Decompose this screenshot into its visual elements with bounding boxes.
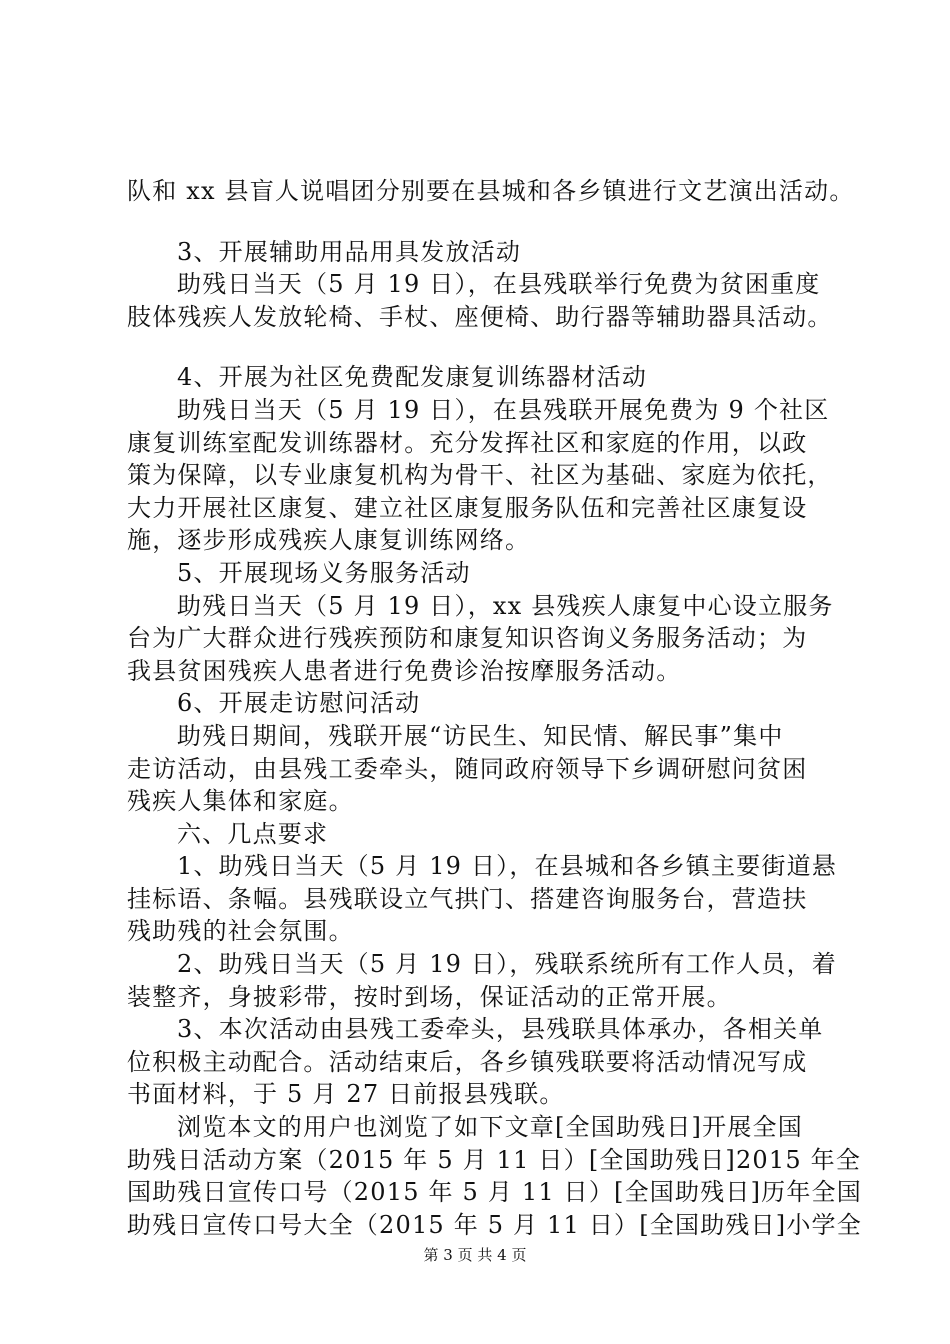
- body-line: 残助残的社会氛围。: [127, 917, 354, 946]
- body-line: 位积极主动配合。活动结束后，各乡镇残联要将活动情况写成: [127, 1047, 808, 1076]
- section-heading: 3、开展辅助用品用具发放活动: [177, 237, 522, 266]
- body-line: 台为广大群众进行残疾预防和康复知识咨询义务服务活动；为: [127, 624, 808, 653]
- body-line: 助残日当天（5 月 19 日），在县残联开展免费为 9 个社区: [177, 395, 830, 424]
- related-articles-line: 助残日活动方案（2015 年 5 月 11 日）[全国助残日]2015 年全: [127, 1145, 862, 1174]
- body-line: 挂标语、条幅。县残联设立气拱门、搭建咨询服务台，营造扶: [127, 884, 808, 913]
- section-heading: 4、开展为社区免费配发康复训练器材活动: [177, 363, 648, 392]
- paragraph-gap: [127, 333, 833, 361]
- page-number-footer: 第 3 页 共 4 页: [423, 1246, 527, 1264]
- related-articles-line: 助残日宣传口号大全（2015 年 5 月 11 日）[全国助残日]小学全: [127, 1210, 862, 1239]
- body-line: 1、助残日当天（5 月 19 日），在县城和各乡镇主要街道悬: [177, 852, 837, 881]
- body-line: 装整齐，身披彩带，按时到场，保证活动的正常开展。: [127, 982, 732, 1011]
- paragraph-gap: [127, 208, 833, 236]
- body-line: 助残日当天（5 月 19 日），在县残联举行免费为贫困重度: [177, 270, 821, 299]
- body-line: 肢体残疾人发放轮椅、手杖、座便椅、助行器等辅助器具活动。: [127, 302, 833, 331]
- section-heading: 六、几点要求: [177, 819, 329, 848]
- body-line: 3、本次活动由县残工委牵头，县残联具体承办，各相关单: [177, 1015, 824, 1044]
- document-body: [127, 175, 862, 1241]
- body-line: 大力开展社区康复、建立社区康复服务队伍和完善社区康复设: [127, 493, 808, 522]
- body-line: 走访活动，由县残工委牵头，随同政府领导下乡调研慰问贫困: [127, 754, 808, 783]
- related-articles-line: 国助残日宣传口号（2015 年 5 月 11 日）[全国助残日]历年全国: [127, 1178, 862, 1207]
- section-heading: 6、开展走访慰问活动: [177, 689, 421, 718]
- section-heading: 5、开展现场义务服务活动: [177, 558, 471, 587]
- body-line: 书面材料，于 5 月 27 日前报县残联。: [127, 1080, 565, 1109]
- body-line: 施，逐步形成残疾人康复训练网络。: [127, 526, 531, 555]
- related-articles-line: 浏览本文的用户也浏览了如下文章[全国助残日]开展全国: [177, 1113, 803, 1142]
- body-line: 我县贫困残疾人患者进行免费诊治按摩服务活动。: [127, 656, 682, 685]
- body-line: 残疾人集体和家庭。: [127, 787, 354, 816]
- body-line: 助残日当天（5 月 19 日），xx 县残疾人康复中心设立服务: [177, 591, 834, 620]
- body-line: 康复训练室配发训练器材。充分发挥社区和家庭的作用，以政: [127, 428, 808, 457]
- body-line: 2、助残日当天（5 月 19 日），残联系统所有工作人员，着: [177, 950, 837, 979]
- body-line: 队和 xx 县盲人说唱团分别要在县城和各乡镇进行文艺演出活动。: [127, 177, 855, 205]
- body-line: 策为保障，以专业康复机构为骨干、社区为基础、家庭为依托，: [127, 461, 833, 490]
- body-line: 助残日期间，残联开展“访民生、知民情、解民事”集中: [177, 721, 784, 750]
